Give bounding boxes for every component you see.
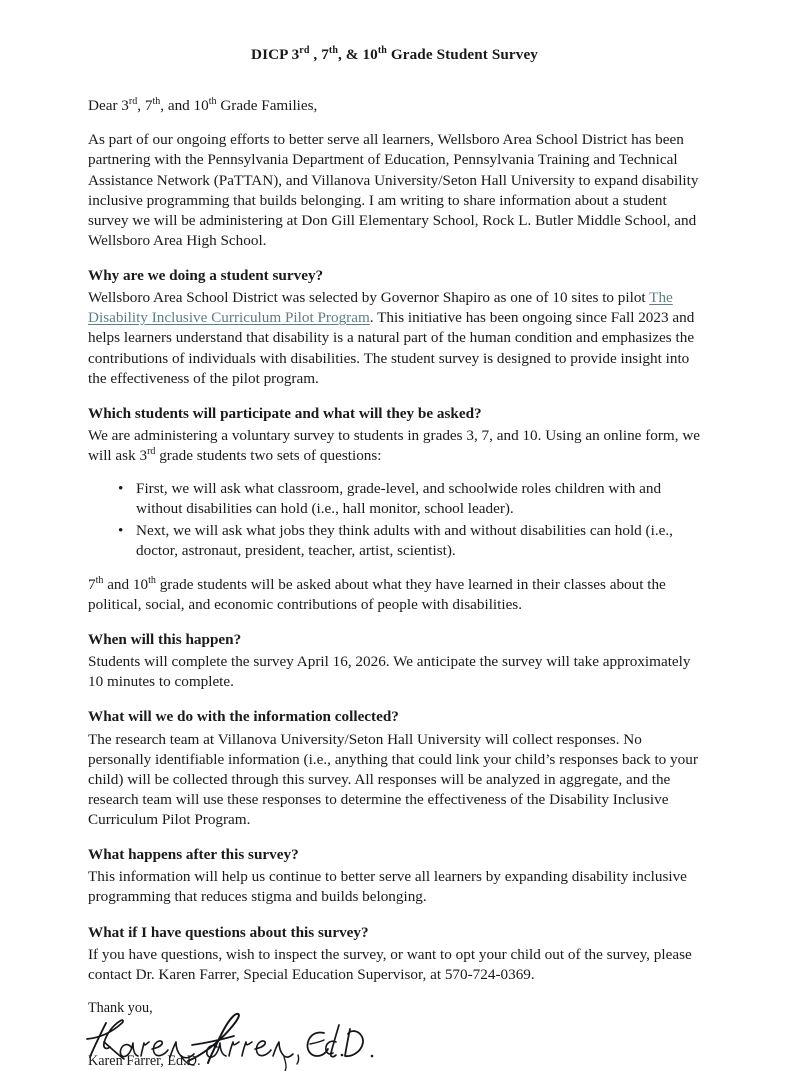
question-sets-list: [88, 479, 701, 561]
why-survey-text-before-link: Wellsboro Area School District was selected by Governor Shapiro as one of 10 sites to pilot: [88, 289, 650, 307]
page-title-sup-3rd: rd: [299, 44, 310, 56]
page-title-mid-1: , 7: [309, 46, 329, 63]
salutation-prefix: Dear 3: [88, 97, 129, 115]
page-title: [88, 46, 701, 64]
section-body-which-students: [88, 426, 701, 466]
dicp-program-link[interactable]: The Disability Inclusive Curriculum Pilot Program: [88, 289, 673, 327]
salutation-mid-2: , and 10: [160, 97, 209, 115]
which-students-prefix: We are administering a voluntary survey to students in grades 3, 7, and 10. Using an online form, we will ask 3: [88, 426, 701, 465]
section-body-questions: If you have questions, wish to inspect the survey, or want to opt your child out of the survey, please contact Dr. Karen Farrer, Special Education Supervisor, at 570-724-0369.: [88, 945, 692, 983]
which-students-suffix: grade students two sets of questions:: [155, 447, 382, 465]
salutation-sup-3rd: rd: [128, 96, 138, 108]
list-item: [118, 479, 701, 519]
signer-typed-name: Karen Farrer, Ed.D.: [88, 1052, 201, 1069]
salutation-sup-10th: th: [208, 96, 217, 108]
grades-7-10-suffix: grade students will be asked about what they have learned in their classes about the political, social, and economic contributions of people with disabilities.: [88, 575, 666, 613]
intro-paragraph: As part of our ongoing efforts to better serve all learners, Wellsboro Area School District has been partnering with the Pennsylvania Department of Education, Pennsylvania Training and Technical Assistance Network (PaTTAN), and Villanova University/Seton Hall University to expand disability inclusive programming that builds belonging. I am writing to share information about a student survey we will be administering at Don Gill Elementary School, Rock L. Butler Middle School, and Wellsboro Area High School.: [88, 131, 699, 249]
closing-block: [88, 1000, 701, 1071]
salutation: [88, 96, 701, 116]
section-body-when-happen: Students will complete the survey April 16, 2026. We anticipate the survey will take approximately 10 minutes to complete.: [88, 653, 691, 691]
salutation-suffix: Grade Families,: [216, 97, 318, 115]
section-heading-questions: What if I have questions about this survey?: [88, 923, 369, 941]
list-item: [118, 521, 701, 561]
bullet-icon: •: [118, 521, 124, 539]
why-survey-text-after-link: . This initiative has been ongoing since Fall 2023 and helps learners understand that disability is a natural part of the human condition and emphasizes the contributions of individuals with disabilities. The student survey is designed to provide insight into the effectiveness of the pilot program.: [88, 309, 695, 387]
section-heading-which-students: Which students will participate and what will they be asked?: [88, 404, 482, 422]
which-students-sup-3rd: rd: [147, 446, 156, 458]
page-title-sup-10th: th: [377, 44, 387, 56]
section-body-why-survey: [88, 288, 701, 389]
section-heading-why-survey: Why are we doing a student survey?: [88, 267, 324, 285]
section-body-after-survey: This information will help us continue to better serve all learners by expanding disability inclusive programming that reduces stigma and builds belonging.: [88, 868, 687, 906]
signature-area: [88, 1015, 701, 1071]
list-item-text: First, we will ask what classroom, grade-level, and schoolwide roles children with and without disabilities can hold (i.e., hall monitor, school leader).: [136, 480, 662, 518]
section-heading-when-happen: When will this happen?: [88, 631, 242, 649]
page-title-prefix: DICP 3: [251, 46, 300, 63]
grades-7-10-prefix: 7: [88, 575, 96, 593]
grades-7-10-mid: and 10: [103, 575, 149, 593]
page-title-mid-2: , & 10: [338, 46, 378, 63]
page-title-suffix: Grade Student Survey: [386, 46, 538, 63]
thank-you-line: Thank you,: [88, 999, 153, 1016]
document-body: [88, 0, 701, 1071]
page-title-sup-7th: th: [328, 44, 338, 56]
grades-7-10-sup-10th: th: [148, 574, 156, 586]
grades-7-10-paragraph: [88, 575, 701, 615]
grades-7-10-sup-7th: th: [95, 574, 104, 586]
section-body-information-use: The research team at Villanova University/Seton Hall University will collect responses. No personally identifiable information (i.e., anything that could link your child’s responses back to your child) will be collected through this survey. All responses will be analyzed in aggregate, and the research team will use these responses to determine the effectiveness of the Disability Inclusive Curriculum Pilot Program.: [88, 730, 698, 829]
bullet-icon: •: [118, 480, 124, 498]
section-heading-information-use: What will we do with the information collected?: [88, 708, 399, 726]
section-heading-after-survey: What happens after this survey?: [88, 846, 299, 864]
salutation-mid-1: , 7: [137, 97, 153, 115]
salutation-sup-7th: th: [152, 96, 161, 108]
list-item-text: Next, we will ask what jobs they think adults with and without disabilities can hold (i.e., doctor, astronaut, president, teacher, artist, scientist).: [136, 521, 673, 559]
